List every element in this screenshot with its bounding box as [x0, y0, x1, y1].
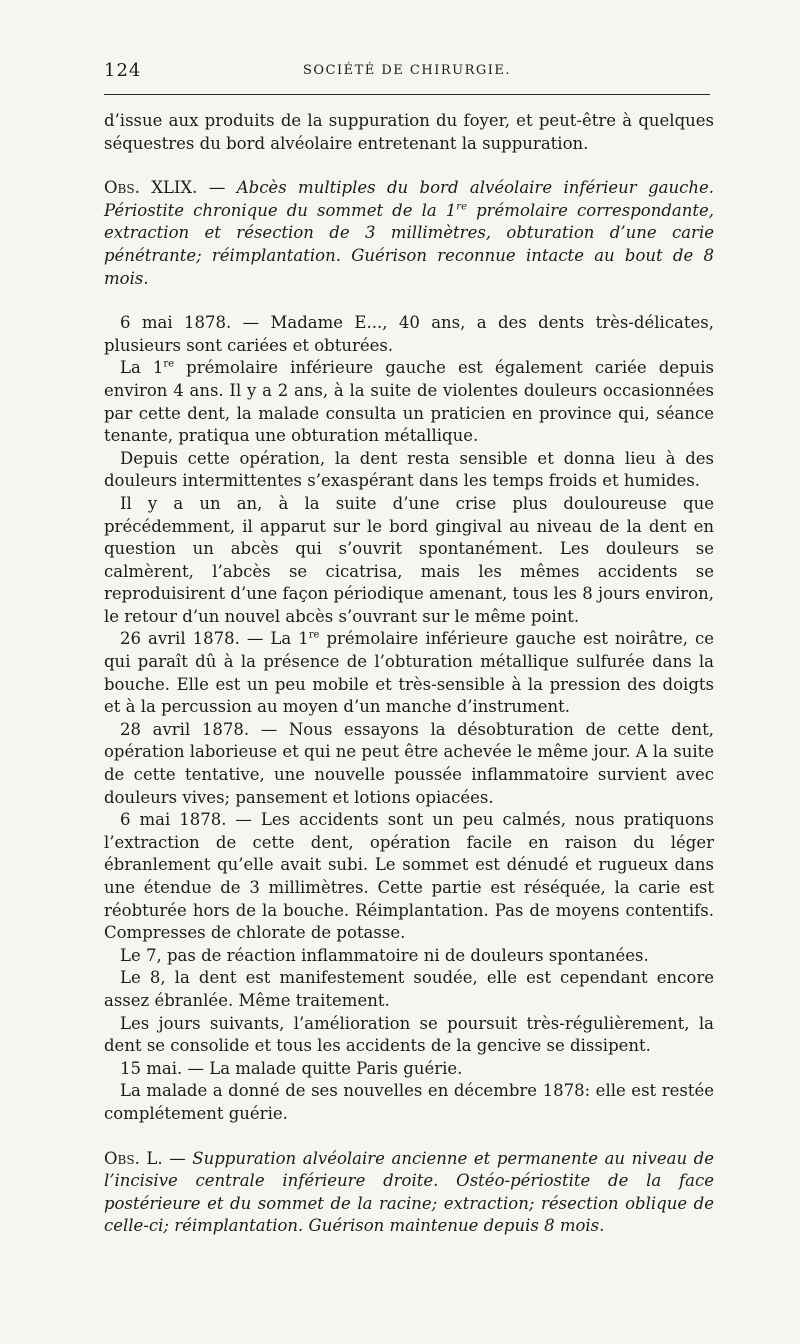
paragraph: Les jours suivants, l’amélioration se poursuit très-régulièrement, la dent se consolide et tous les accidents de la gencive se dissipent.: [104, 1013, 714, 1056]
paragraph: 15 mai. — La malade quitte Paris guérie.: [120, 1058, 463, 1078]
body-text: [104, 110, 714, 1238]
text-run: prémolaire inférieure gauche est noirâtre, ce qui paraît dû à la présence de l’obturation métallique sulfurée dans la bouche. Elle est un peu mobile et très-sensible à la pression des doigts et à la percussion au moyen d’un manche d’instrument.: [104, 629, 714, 717]
observation-title-part: — Abcès multiples du bord alvéolaire inférieur gauche. Périostite chronique du sommet de la 1: [104, 178, 714, 220]
paragraph: Depuis cette opération, la dent resta sensible et donna lieu à des douleurs intermittentes s’exaspérant dans les temps froids et humides.: [104, 448, 714, 491]
observation-title-part: prémolaire correspondante, extraction et résection de 3 millimètres, obturation d’une carie pénétrante; réimplantation. Guérison reconnue intacte au bout de 8 mois.: [104, 200, 714, 288]
observation-label: Obs. L.: [104, 1148, 163, 1168]
observation-title: — Suppuration alvéolaire ancienne et permanente au niveau de l’incisive centrale inférieure droite. Ostéo-périostite de la face postérieure et du sommet de la racine; extraction; résection oblique de celle-ci; réimplantation. Guérison maintenue depuis 8 mois.: [104, 1148, 714, 1236]
paragraph: [104, 357, 714, 447]
text-run: 26 avril 1878. — La 1: [120, 629, 309, 649]
paragraph-continuation: d’issue aux produits de la suppuration du foyer, et peut-être à quelques séquestres du bord alvéolaire entretenant la suppuration.: [104, 111, 714, 153]
text-run: La 1: [120, 358, 164, 378]
paragraph: Le 8, la dent est manifestement soudée, elle est cependant encore assez ébranlée. Même traitement.: [104, 968, 714, 1010]
paragraph: 6 mai 1878. — Madame E..., 40 ans, a des dents très-délicates, plusieurs sont cariées et obturées.: [104, 313, 714, 355]
observation-50-heading: [104, 1148, 714, 1238]
paragraph: Il y a un an, à la suite d’une crise plus douloureuse que précédemment, il apparut sur le bord gingival au niveau de la dent en question un abcès qui s’ouvrit spontanément. Les douleurs se calmèrent, l’abcès se cicatrisa, mais les mêmes accidents se reproduisirent d’une façon périodique amenant, tous les 8 jours environ, le retour d’un nouvel abcès s’ouvrant sur le même point.: [104, 493, 714, 626]
paragraph: 28 avril 1878. — Nous essayons la désobturation de cette dent, opération laborieuse et qui ne peut être achevée le même jour. A la suite de cette tentative, une nouvelle poussée inflammatoire survient avec douleurs vives; pansement et lotions opiacées.: [104, 719, 714, 807]
paragraph: 6 mai 1878. — Les accidents sont un peu calmés, nous pratiquons l’extraction de cette dent, opération facile en raison du léger ébranlement qu’elle avait subi. Le sommet est dénudé et rugueux dans une étendue de 3 millimètres. Cette partie est réséquée, la carie est réobturée hors de la bouche. Réimplantation. Pas de moyens contentifs. Compresses de chlorate de potasse.: [104, 810, 714, 943]
superscript: re: [308, 629, 320, 641]
superscript: re: [163, 358, 175, 370]
superscript: re: [456, 201, 467, 213]
page-header: [104, 60, 710, 84]
page-number: 124: [104, 60, 142, 81]
text-run: prémolaire inférieure gauche est également cariée depuis environ 4 ans. Il y a 2 ans, à la suite de violentes douleurs occasionnées par cette dent, la malade consulta un praticien en province qui, séance tenante, pratiqua une obturation métallique.: [104, 358, 714, 446]
paragraph: [104, 628, 714, 718]
header-rule: [104, 94, 710, 95]
observation-49-heading: [104, 177, 714, 290]
paragraph: Le 7, pas de réaction inflammatoire ni de douleurs spontanées.: [120, 945, 649, 965]
paragraph: La malade a donné de ses nouvelles en décembre 1878: elle est restée complétement guérie.: [104, 1081, 714, 1123]
observation-label: Obs. XLIX.: [104, 178, 198, 198]
running-head: SOCIÉTÉ DE CHIRURGIE.: [302, 63, 512, 78]
